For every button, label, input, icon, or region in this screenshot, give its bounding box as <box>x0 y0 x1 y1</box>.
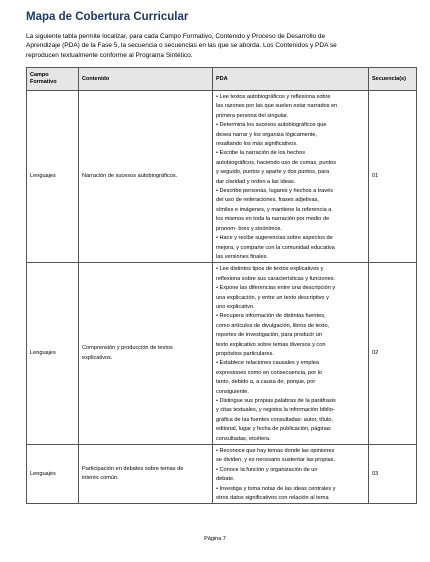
contenido-line: Narración de sucesos autobiográficos. <box>82 172 178 179</box>
pda-line: y citas textuales, y registra la información biblio- <box>216 407 335 414</box>
pda-line: tanto, debido a, a causa de, porque, por <box>216 379 316 386</box>
cell-pda <box>213 91 369 263</box>
pda-line: consiguiente. <box>216 388 249 395</box>
pda-line: • Lee textos autobiográficos y reflexiona sobre <box>216 94 331 100</box>
table-row <box>27 91 417 263</box>
pda-line: dar claridad y orden a las ideas. <box>216 178 296 185</box>
cell-campo-formativo: Lenguajes <box>27 263 79 445</box>
pda-line: debate. <box>216 476 235 483</box>
pda-line: • Investiga y toma notas de las ideas centrales y <box>216 485 336 492</box>
pda-line: primera persona del singular. <box>216 112 289 119</box>
pda-line: • Hace y recibe sugerencias sobre aspectos de <box>216 235 333 242</box>
pda-line: las versiones finales. <box>216 253 268 260</box>
pda-line: resaltando los más significativos. <box>216 141 298 148</box>
pda-line: propósitos particulares. <box>216 350 274 357</box>
table-row <box>27 445 417 504</box>
page-number: Página 7 <box>204 536 226 542</box>
pda-line: texto explicativo sobre temas diversos y con <box>216 341 326 348</box>
intro-line: La siguiente tabla permite localizar, para cada Campo Formativo, Contenido y Proceso de Desarrollo de <box>26 33 326 40</box>
table-row <box>27 263 417 445</box>
pda-line: • Reconoce que hay temas donde las opiniones <box>216 448 335 455</box>
cell-contenido <box>79 445 213 504</box>
pda-line: las razones por las que suelen estar narrados en <box>216 103 338 110</box>
pda-line: símiles e imágenes, y mantiene la referencia a <box>216 206 332 213</box>
pda-line: gráfica de las fuentes consultadas: autor, título, <box>216 416 333 423</box>
pda-line: otros datos significativos con relación al tema <box>216 495 329 502</box>
pda-line: • Expone las diferencias entre una descripción y <box>216 285 336 292</box>
pda-line: autobiográficos, haciendo uso de comas, puntos <box>216 159 337 166</box>
pda-line: • Establece relaciones causales y emplea <box>216 360 320 367</box>
intro-paragraph <box>26 32 416 60</box>
intro-line: reproducen textualmente conforme al Programa Sintético. <box>26 51 193 59</box>
cell-contenido <box>79 91 213 263</box>
curriculum-table <box>26 67 417 504</box>
pda-line: del uso de reiteraciones, frases adjetivas, <box>216 197 319 204</box>
pda-line: • Distingue sus propias palabras de la paráfrasis <box>216 398 336 404</box>
table-header-row <box>27 68 417 91</box>
cell-campo-formativo: Lenguajes <box>27 91 79 263</box>
pda-line: • Determina los sucesos autobiográficos que <box>216 122 327 129</box>
pda-line: • Describe personas, lugares y hechos a través <box>216 188 333 195</box>
cell-contenido <box>79 263 213 445</box>
header-pda: PDA <box>213 68 369 91</box>
pda-line: desea narrar y los organiza lógicamente, <box>216 131 318 138</box>
contenido-line: interés común. <box>82 475 119 482</box>
pda-line: pronom- bres y sinónimos. <box>216 225 282 232</box>
pda-line: como artículos de divulgación, libros de texto, <box>216 322 330 329</box>
cell-pda <box>213 445 369 504</box>
pda-line: • Conoce la función y organización de un <box>216 466 318 473</box>
pda-line: reflexiona sobre sus características y funciones. <box>216 275 336 282</box>
header-contenido: Contenido <box>79 68 213 91</box>
cell-secuencia: 02 <box>369 263 417 445</box>
pda-line: uno explicativo. <box>216 303 255 310</box>
cell-campo-formativo: Lenguajes <box>27 445 79 504</box>
pda-line: • Escribe la narración de los hechos <box>216 150 306 157</box>
cell-secuencia: 03 <box>369 445 417 504</box>
contenido-line: Comprensión y producción de textos <box>82 345 173 352</box>
pda-line: los mismos en toda la narración por medio de <box>216 216 330 223</box>
pda-line: mejora, y comparte con la comunidad educativa <box>216 244 335 251</box>
cell-secuencia: 01 <box>369 91 417 263</box>
pda-line: consultadas, etcétera. <box>216 435 271 442</box>
pda-line: • Recupera información de distintas fuentes, <box>216 313 326 320</box>
pda-line: se dividen, y es necesario sustentar las propias. <box>216 457 336 464</box>
pda-line: una explicación, y entre un texto descriptivo y <box>216 294 329 301</box>
header-secuencia: Secuencia(s) <box>369 68 417 91</box>
contenido-line: explicativos. <box>82 354 113 361</box>
pda-line: editorial, lugar y fecha de publicación, páginas <box>216 426 331 433</box>
contenido-line: Participación en debates sobre temas de <box>82 465 184 472</box>
pda-line: reportes de investigación, para producir un <box>216 332 323 339</box>
pda-line: y seguido, puntos y aparte y dos puntos, para <box>216 169 330 176</box>
pda-line: expresiones como en consecuencia, por lo <box>216 369 323 376</box>
cell-pda <box>213 263 369 445</box>
header-campo-formativo: Campo Formativo <box>27 68 79 91</box>
pda-line: • Lee distintos tipos de textos explicativos y <box>216 266 324 273</box>
page-title: Mapa de Cobertura Curricular <box>26 11 189 23</box>
intro-line: Aprendizaje (PDA) de la Fase 5, la secuencia o secuencias en las que se aborda. Los Contenidos y PDA se <box>26 42 337 50</box>
